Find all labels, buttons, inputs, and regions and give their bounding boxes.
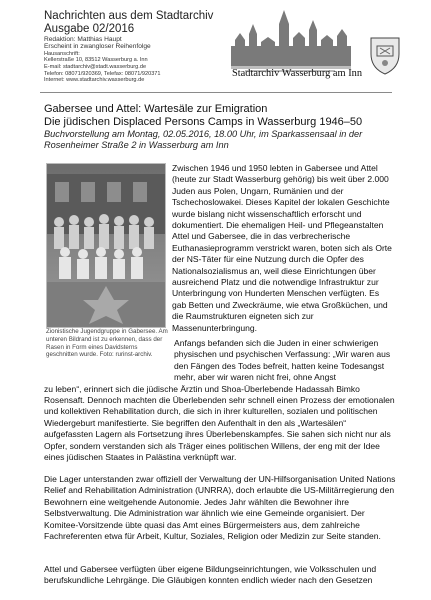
imprint-frequency: Erscheint in zwangloser Reihenfolge (44, 43, 151, 51)
headline-line-1: Gabersee und Attel: Wartesäle zur Emigration (44, 103, 268, 115)
event-subheading: Buchvorstellung am Montag, 02.05.2016, 18.00 Uhr, im Sparkassensaal in der Rosenheimer Straße 2 in Wasserburg am Inn (44, 129, 363, 150)
photo-caption: Zionistische Jugendgruppe in Gabersee. Am unteren Bildrand ist zu erkennen, dass der Rasen in Form eines Davidsterns geschnitten wurde. Foto: rurinst-archiv. (46, 328, 168, 359)
imprint-email: E-mail: stadtarchiv@stadt.wasserburg.de (44, 64, 147, 70)
header-divider (40, 92, 392, 93)
imprint (44, 36, 204, 84)
imprint-web: Internet: www.stadtarchiv.wasserburg.de (44, 77, 145, 84)
paragraph-2-rest: zu leben“, erinnert sich die jüdische Ärztin und Shoa-Überlebende Hadassah Bimko Rosensaft. Dennoch machten die Überlebenden sehr schnell einen Prozess der emotionalen und kollektiven Rehabilitation durch, die sich in ihrer kulturellen, sozialen und politischen Wiedergeburt manifestierte. Sie begriffen den Aufenthalt in den als „Wartesälen“ aufgefassten Lagern als Fortsetzung ihres Überlebenskampfes. Sie sahen sich nicht nur als Opfer, sondern verstanden sich als Träger eines politischen Willens, der eng mit der Idee eines jüdischen Staates in Palästina verknüpft war. (44, 383, 395, 463)
group-photo-image (47, 164, 165, 327)
paragraph-4: Attel und Gabersee verfügten über eigene Bildungseinrichtungen, wie Volksschulen und berufskundliche Lehrgänge. Die Gläubigen konnten endlich wieder nach den Gesetzen (44, 564, 377, 586)
paragraph-2-lead: Anfangs befanden sich die Juden in einer schwierigen physischen und psychischen Verfassung: „Wir waren aus den Fängen des Todes befreit, hatten keine Todesangst mehr, aber wir waren nicht frei, ohne Angst (174, 338, 391, 383)
newsletter-title: Nachrichten aus dem Stadtarchiv (44, 10, 214, 22)
paragraph-1: Zwischen 1946 und 1950 lebten in Gabersee und Attel (heute zur Stadt Wasserburg gehörig) bis weit über 2.000 Juden aus Polen, Ungarn, Rumänien und der Tschechoslowakei. Dieses Kapitel der lokalen Geschichte wurde bislang nicht wissenschaftlich erforscht und dokumentiert. Die ehemaligen Heil- und Pflegeanstalten Attel und Gabersee, die in das verbrecherische Euthanasieprogramm verstrickt waren, boten sich als Orte der NS-Täter für eine Nutzung durch die Opfer des Nationalsozialismus an, weil diese Einrichtungen über ausreichend Platz und die notwendige Infrastruktur zur Unterbringung von Hunderten Menschen verfügten. Es gab Betten und Zweckräume, wie etwa Großküchen, und die Raumstrukturen eigneten sich zur Massenunterbringung. (172, 163, 392, 333)
issue-number: Ausgabe 02/2016 (44, 23, 135, 35)
coat-of-arms-icon (371, 38, 399, 74)
imprint-editor: Redaktion: Matthias Haupt (44, 36, 122, 43)
imprint-address: Kellerstraße 10, 83512 Wasserburg a. Inn (44, 57, 148, 64)
newsletter-header (0, 0, 431, 100)
imprint-phone: Telefon: 08071/920369, Telefax: 08071/920371 (44, 70, 161, 77)
paragraph-3: Die Lager unterstanden zwar offiziell der Verwaltung der UN-Hilfsorganisation United Nations Relief and Rehabilitation Administration (UNRRA), doch erlaubte die US-Militärregierung den Bewohnern eine weitgehende Autonomie. Jedes Jahr wählten die Bewohner ihre Selbstverwaltung. Die Administration war ähnlich wie eine Gemeinde organisiert. Der Komitee-Vorsitzende übte quasi das Amt eines Bürgermeisters aus, dem zahlreiche Fachreferenten etwa für Arbeit, Kultur, Soziales, Religion oder Medizin zur Seite standen. (44, 474, 396, 542)
imprint-address-label: Hausanschrift: (44, 50, 80, 57)
historic-group-photo (46, 163, 166, 328)
paragraph-2 (44, 338, 396, 463)
archive-name: Stadtarchiv Wasserburg am Inn (232, 68, 363, 79)
headline-line-2: Die jüdischen Displaced Persons Camps in Wasserburg 1946–50 (44, 115, 363, 128)
article-headline (44, 103, 414, 128)
